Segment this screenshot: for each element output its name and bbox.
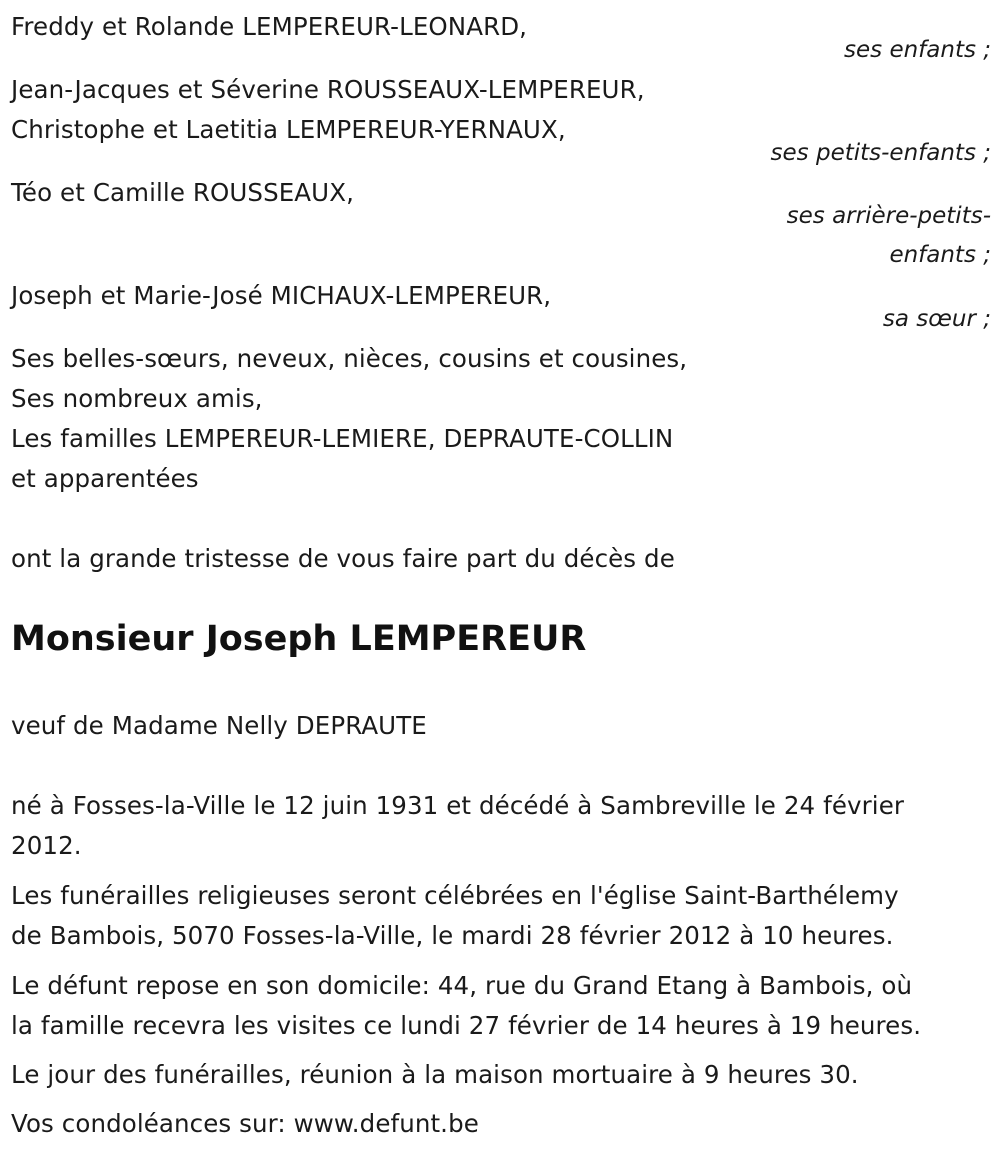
children-role: ses enfants ; (844, 37, 991, 63)
others-line-2: Ses nombreux amis, (11, 384, 263, 413)
meeting-line: Le jour des funérailles, réunion à la maison mortuaire à 9 heures 30. (11, 1060, 859, 1089)
rest-line-1: Le défunt repose en son domicile: 44, rue du Grand Etang à Bambois, où (11, 971, 913, 1000)
great-grandchildren-names: Téo et Camille ROUSSEAUX, (11, 178, 354, 207)
funeral-line-2: de Bambois, 5070 Fosses-la-Ville, le mardi 28 février 2012 à 10 heures. (11, 921, 894, 950)
birth-death-line-1: né à Fosses-la-Ville le 12 juin 1931 et décédé à Sambreville le 24 février (11, 791, 905, 820)
sister-names: Joseph et Marie-José MICHAUX-LEMPEREUR, (11, 281, 552, 310)
others-line-3: Les familles LEMPEREUR-LEMIERE, DEPRAUTE-COLLIN (11, 424, 674, 453)
deceased-name: Monsieur Joseph LEMPEREUR (11, 619, 587, 659)
widower-line: veuf de Madame Nelly DEPRAUTE (11, 711, 427, 740)
rest-line-2: la famille recevra les visites ce lundi 27 février de 14 heures à 19 heures. (11, 1011, 922, 1040)
birth-death-line-2: 2012. (11, 831, 82, 860)
funeral-line-1: Les funérailles religieuses seront célébrées en l'église Saint-Barthélemy (11, 881, 899, 910)
grandchildren-names-1: Jean-Jacques et Séverine ROUSSEAUX-LEMPEREUR, (11, 75, 645, 104)
grandchildren-role: ses petits-enfants ; (770, 140, 991, 166)
announcement: ont la grande tristesse de vous faire part du décès de (11, 544, 675, 573)
condolences-line: Vos condoléances sur: www.defunt.be (11, 1109, 479, 1138)
children-names: Freddy et Rolande LEMPEREUR-LEONARD, (11, 12, 528, 41)
others-line-4: et apparentées (11, 464, 199, 493)
grandchildren-names-2: Christophe et Laetitia LEMPEREUR-YERNAUX, (11, 115, 566, 144)
great-grandchildren-role-2: enfants ; (889, 242, 991, 268)
great-grandchildren-role-1: ses arrière-petits- (786, 203, 991, 229)
sister-role: sa sœur ; (882, 306, 991, 332)
others-line-1: Ses belles-sœurs, neveux, nièces, cousins et cousines, (11, 344, 688, 373)
